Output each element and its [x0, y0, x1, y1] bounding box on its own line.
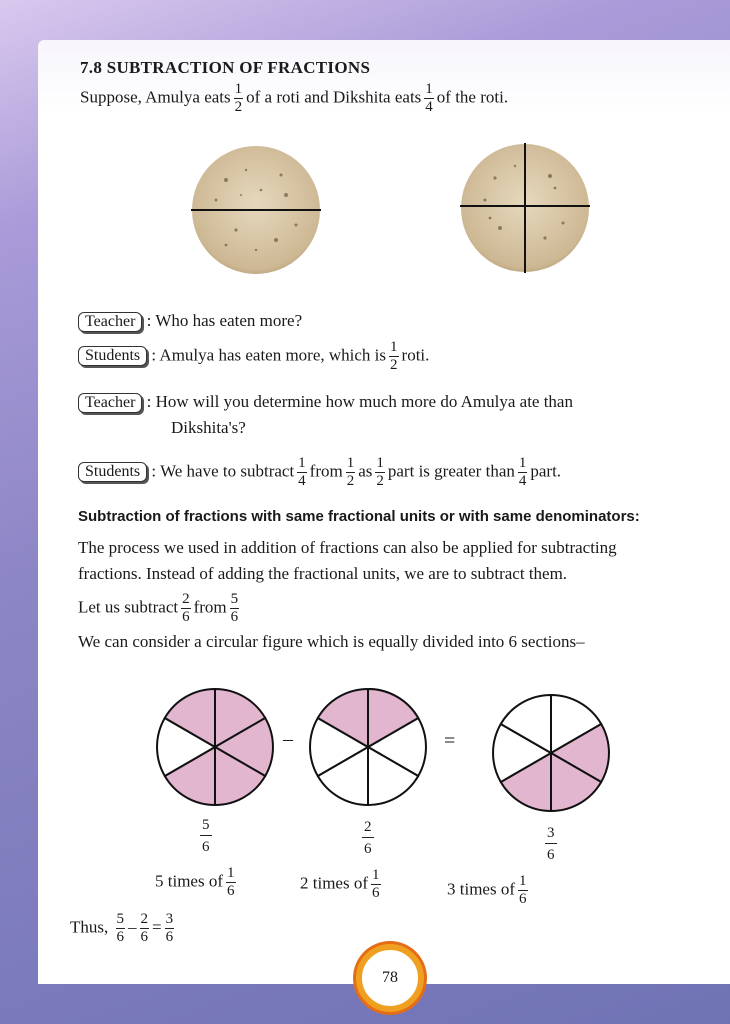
fraction: $\frac{5}{6}$ [230, 591, 239, 625]
equals-operator: = [444, 730, 456, 752]
fraction: $\frac{3}{6}$ [165, 911, 174, 945]
teacher-label: Teacher [78, 312, 142, 332]
circle-1-fraction: $\frac{5}{6}$ [202, 817, 210, 855]
paragraph-line-2: fractions. Instead of adding the fractional units, we are to subtract them. [78, 564, 568, 583]
fraction: $\frac{1}{2}$ [234, 81, 243, 115]
times-label-2: 2 times of $\frac{1}{6}$ [300, 867, 380, 901]
page-number-badge [356, 944, 424, 1012]
fraction: $\frac{1}{6}$ [372, 867, 380, 901]
fraction: $\frac{1}{4}$ [518, 455, 527, 489]
thus-equation: Thus, $\frac{5}{6}$ – $\frac{2}{6}$ = $\frac{3}{6}$ [70, 911, 174, 945]
circle-five-sixths [150, 682, 280, 812]
dialogue-teacher-1: Teacher : Who has eaten more? [78, 311, 302, 332]
circle-three-sixths [486, 688, 616, 818]
students-label: Students [78, 346, 147, 366]
fraction: $\frac{5}{6}$ [116, 911, 124, 945]
dialogue-students-1: Students : Amulya has eaten more, which is $\frac{1}{2}$ roti. [78, 340, 429, 373]
fraction: $\frac{1}{4}$ [425, 81, 433, 115]
fraction: $\frac{1}{6}$ [519, 873, 527, 907]
roti-half-image [186, 140, 326, 280]
teacher-label: Teacher [78, 393, 142, 413]
fraction: $\frac{1}{4}$ [298, 455, 306, 489]
consider-line: We can consider a circular figure which is equally divided into 6 sections– [78, 632, 585, 651]
times-label-3: 3 times of $\frac{1}{6}$ [447, 873, 527, 907]
page-number: 78 [382, 969, 398, 986]
circle-two-sixths [303, 682, 433, 812]
fraction: $\frac{1}{2}$ [376, 455, 384, 489]
fraction: $\frac{2}{6}$ [182, 591, 190, 625]
fraction: $\frac{1}{2}$ [390, 339, 398, 373]
fraction: $\frac{1}{2}$ [346, 455, 355, 489]
subheading: Subtraction of fractions with same fractional units or with same denominators: [78, 508, 640, 525]
dialogue-teacher-2-cont: Dikshita's? [171, 418, 246, 437]
students-label: Students [78, 462, 147, 482]
times-label-1: 5 times of $\frac{1}{6}$ [155, 865, 235, 899]
fraction: $\frac{1}{6}$ [227, 865, 235, 899]
circle-2-fraction: $\frac{2}{6}$ [364, 819, 372, 857]
dialogue-teacher-2: Teacher : How will you determine how much more do Amulya ate than [78, 392, 573, 413]
paragraph-line-1: The process we used in addition of fractions can also be applied for subtracting [78, 538, 617, 557]
roti-quarter-image [455, 138, 595, 278]
let-subtract-line: Let us subtract $\frac{2}{6}$ from $\frac{5}{6}$ [78, 591, 239, 625]
minus-operator: – [283, 728, 293, 750]
section-title: 7.8 SUBTRACTION OF FRACTIONS [80, 58, 371, 77]
circle-3-fraction: $\frac{3}{6}$ [547, 825, 555, 863]
intro-line: Suppose, Amulya eats $\frac{1}{2}$ of a roti and Dikshita eats $\frac{1}{4}$ of the roti. [80, 81, 509, 115]
dialogue-students-2: Students : We have to subtract $\frac{1}{4}$ from $\frac{1}{2}$ as $\frac{1}{2}$ part is greater than $\frac{1}{4}$ part. [78, 456, 561, 489]
fraction: $\frac{2}{6}$ [140, 911, 148, 945]
